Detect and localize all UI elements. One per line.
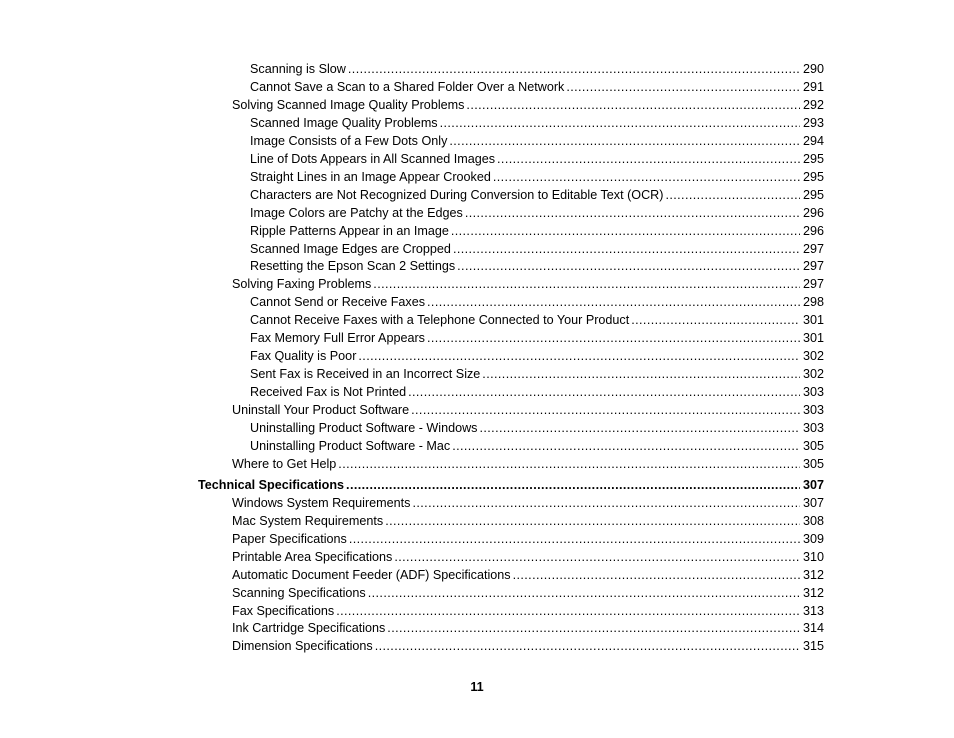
toc-entry[interactable] <box>232 638 824 654</box>
toc-entry-page: 315 <box>802 639 824 654</box>
toc-entry-page: 303 <box>802 385 824 400</box>
dot-leader <box>348 61 800 77</box>
toc-entry-page: 312 <box>802 585 824 600</box>
dot-leader <box>387 620 800 636</box>
toc-entry[interactable] <box>232 549 824 565</box>
toc-entry[interactable] <box>232 567 824 583</box>
toc-entry-page: 302 <box>802 349 824 364</box>
dot-leader <box>373 276 800 292</box>
page-number: 11 <box>470 680 484 694</box>
toc-entry[interactable] <box>250 294 824 310</box>
toc-entry-title: Scanning is Slow <box>250 62 346 76</box>
toc-entry-title: Windows System Requirements <box>232 495 411 510</box>
toc-entry-page: 314 <box>802 621 824 636</box>
dot-leader <box>482 366 800 382</box>
toc-entry-title: Solving Faxing Problems <box>232 277 372 292</box>
toc-entry-title: Solving Scanned Image Quality Problems <box>232 97 465 112</box>
toc-entry[interactable] <box>232 585 824 601</box>
toc-entry-page: 290 <box>802 62 824 76</box>
toc-entry-title: Image Colors are Patchy at the Edges <box>250 205 463 220</box>
dot-leader <box>452 438 800 454</box>
toc-entry[interactable] <box>250 151 824 167</box>
toc-entry-title: Cannot Save a Scan to a Shared Folder Over a Network <box>250 79 565 94</box>
toc-entry-page: 297 <box>802 241 824 256</box>
dot-leader <box>346 477 800 493</box>
toc-entry[interactable] <box>250 205 824 221</box>
dot-leader <box>411 402 800 418</box>
toc-entry-title: Line of Dots Appears in All Scanned Images <box>250 151 496 166</box>
toc-entry-title: Mac System Requirements <box>232 513 384 528</box>
toc-entry-page: 310 <box>802 549 824 564</box>
dot-leader <box>631 312 800 328</box>
toc-entry-page: 295 <box>802 151 824 166</box>
toc-entry-page: 301 <box>802 313 824 328</box>
toc-entry-title: Sent Fax is Received in an Incorrect Size <box>250 367 481 382</box>
toc-entry-title: Automatic Document Feeder (ADF) Specifications <box>232 567 511 582</box>
dot-leader <box>412 495 800 511</box>
toc-entry-page: 305 <box>802 456 824 471</box>
toc-entry-page: 295 <box>802 187 824 202</box>
toc-entry[interactable] <box>232 603 824 619</box>
toc-entry[interactable] <box>250 384 824 400</box>
toc-entry-page: 301 <box>802 331 824 346</box>
toc-entry[interactable] <box>250 348 824 364</box>
toc-entry[interactable] <box>250 312 824 328</box>
toc-entry-page: 313 <box>802 603 824 618</box>
toc-entry-title: Ink Cartridge Specifications <box>232 621 386 636</box>
toc-entry[interactable] <box>232 402 824 418</box>
dot-leader <box>566 79 800 95</box>
toc-entry[interactable] <box>232 276 824 292</box>
toc-entry[interactable] <box>250 258 824 274</box>
toc-entry-title: Technical Specifications <box>198 477 345 492</box>
toc-entry-title: Uninstalling Product Software - Windows <box>250 421 478 435</box>
dot-leader <box>358 348 800 364</box>
toc-entry-page: 302 <box>802 367 824 382</box>
toc-entry-title: Fax Quality is Poor <box>250 349 357 364</box>
toc-entry-title: Image Consists of a Few Dots Only <box>250 133 448 148</box>
toc-entry[interactable] <box>250 438 824 454</box>
dot-leader <box>349 531 800 547</box>
toc-entry-page: 303 <box>802 403 824 417</box>
toc-entry-page: 297 <box>802 277 824 292</box>
toc-entry-page: 305 <box>802 438 824 453</box>
toc-entry-title: Dimension Specifications <box>232 639 373 654</box>
toc-entry-page: 293 <box>802 115 824 130</box>
toc-entry-title: Characters are Not Recognized During Conversion to Editable Text (OCR) <box>250 187 664 202</box>
dot-leader <box>665 187 800 203</box>
dot-leader <box>449 133 800 149</box>
dot-leader <box>375 638 800 654</box>
dot-leader <box>457 258 800 274</box>
toc-entry-title: Scanning Specifications <box>232 585 366 600</box>
dot-leader <box>451 223 800 239</box>
toc-entry-title: Uninstall Your Product Software <box>232 403 410 417</box>
dot-leader <box>465 205 800 221</box>
toc-entry[interactable] <box>250 187 824 203</box>
dot-leader <box>453 241 800 257</box>
toc-entry-page: 296 <box>802 223 824 238</box>
dot-leader <box>440 115 800 131</box>
toc-entry-title: Where to Get Help <box>232 456 337 471</box>
toc-entry[interactable] <box>250 330 824 346</box>
toc-entry-title: Ripple Patterns Appear in an Image <box>250 223 449 238</box>
dot-leader <box>427 294 800 310</box>
toc-entry-title: Fax Memory Full Error Appears <box>250 331 425 346</box>
dot-leader <box>497 151 800 167</box>
toc-entry-page: 291 <box>802 79 824 94</box>
toc-entry-title: Printable Area Specifications <box>232 549 393 564</box>
toc-entry[interactable] <box>250 61 824 77</box>
toc-entry[interactable] <box>232 456 824 472</box>
toc-entry[interactable] <box>198 477 824 493</box>
toc-entry-page: 303 <box>802 421 824 435</box>
toc-entry[interactable] <box>232 97 824 113</box>
toc-entry[interactable] <box>250 420 824 436</box>
toc-entry-title: Uninstalling Product Software - Mac <box>250 438 451 453</box>
toc-entry[interactable] <box>232 620 824 636</box>
toc-entry-page: 292 <box>802 97 824 112</box>
toc-entry[interactable] <box>250 79 824 95</box>
toc-entry-page: 297 <box>802 259 824 274</box>
toc-entry-title: Scanned Image Quality Problems <box>250 115 438 130</box>
toc-entry-page: 298 <box>802 295 824 310</box>
dot-leader <box>427 330 800 346</box>
toc-entry-title: Fax Specifications <box>232 603 335 618</box>
toc-entry[interactable] <box>232 513 824 529</box>
dot-leader <box>479 420 800 436</box>
toc-entry[interactable] <box>250 366 824 382</box>
toc-entry-title: Received Fax is Not Printed <box>250 385 407 400</box>
toc-entry[interactable] <box>250 169 824 185</box>
toc-entry-page: 308 <box>802 513 824 528</box>
toc-entry-page: 309 <box>802 531 824 546</box>
dot-leader <box>338 456 800 472</box>
toc-entry-title: Cannot Receive Faxes with a Telephone Connected to Your Product <box>250 313 630 328</box>
dot-leader <box>408 384 800 400</box>
toc-entry-page: 296 <box>802 205 824 220</box>
dot-leader <box>394 549 800 565</box>
toc-entry-page: 294 <box>802 133 824 148</box>
toc-entry-page: 295 <box>802 169 824 184</box>
toc-entry[interactable] <box>232 531 824 547</box>
dot-leader <box>385 513 800 529</box>
toc-entry-page: 307 <box>802 495 824 510</box>
toc-entry[interactable] <box>250 241 824 257</box>
dot-leader <box>368 585 800 601</box>
toc-entry[interactable] <box>232 495 824 511</box>
toc-entry-page: 312 <box>802 567 824 582</box>
toc-entry[interactable] <box>250 115 824 131</box>
dot-leader <box>493 169 800 185</box>
toc-entry-title: Resetting the Epson Scan 2 Settings <box>250 259 456 274</box>
dot-leader <box>336 603 800 619</box>
toc-entry-title: Straight Lines in an Image Appear Crooked <box>250 169 491 184</box>
dot-leader <box>513 567 800 583</box>
toc-entry-title: Cannot Send or Receive Faxes <box>250 295 426 310</box>
toc-entry-title: Paper Specifications <box>232 531 347 546</box>
toc-entry[interactable] <box>250 133 824 149</box>
toc-entry-page: 307 <box>802 477 824 492</box>
toc-entry[interactable] <box>250 223 824 239</box>
toc-entry-title: Scanned Image Edges are Cropped <box>250 241 451 256</box>
dot-leader <box>466 97 800 113</box>
